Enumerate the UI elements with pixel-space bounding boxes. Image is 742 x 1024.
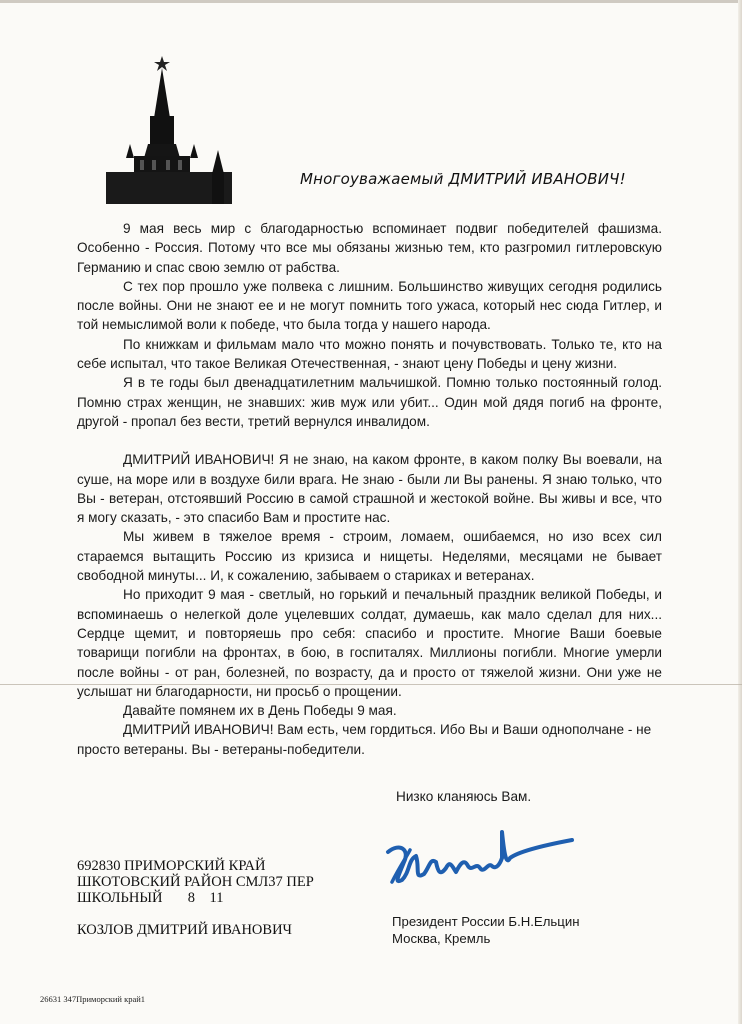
signatory-block	[392, 913, 580, 947]
paragraph: ДМИТРИЙ ИВАНОВИЧ! Я не знаю, на каком фронте, в каком полку Вы воевали, на суше, на море или в воздухе били врага. Не знаю - были ли Вы ранены. Я знаю только, что Вы - ветеран, отстоявший Россию в самой страшной и жестокой войне. Вы живы и все, что я могу сказать, - это спасибо Вам и простите нас.	[77, 452, 662, 526]
paragraph: Мы живем в тяжелое время - строим, ломаем, ошибаемся, но изо всех сил стараемся вытащить Россию из кризиса и нищеты. Неделями, месяцами не бывает свободной минуты... И, к сожалению, забываем о стариках и ветеранах.	[77, 529, 662, 584]
paragraph: Давайте помянем их в День Победы 9 мая.	[123, 703, 397, 719]
paper-top-edge	[0, 0, 742, 3]
paragraph: ДМИТРИЙ ИВАНОВИЧ! Вам есть, чем гордиться. Ибо Вы и Ваши однополчане - не просто ветераны. Вы - ветераны-победители.	[77, 722, 652, 757]
signatory-title: Президент России Б.Н.Ельцин	[392, 914, 580, 929]
address-line: ШКОЛЬНЫЙ 8 11	[77, 890, 224, 906]
mailing-address	[77, 858, 314, 906]
address-line: 692830 ПРИМОРСКИЙ КРАЙ	[77, 858, 266, 874]
address-line: ШКОТОВСКИЙ РАЙОН СМЛ37 ПЕР	[77, 874, 314, 890]
letter-body	[77, 219, 662, 759]
paragraph: По книжкам и фильмам мало что можно понять и почувствовать. Только те, кто на себе испытал, что такое Великая Отечественная, - знают цену Победы и цену жизни.	[77, 336, 662, 372]
paragraph: Но приходит 9 мая - светлый, но горький и печальный праздник великой Победы, и вспоминаешь о нелегкой доле уцелевших солдат, думаешь, как мало сделал для них... Сердце щемит, и повторяешь про себя: спасибо и простите. Многие Ваши боевые товарищи погибли на фронтах, в бою, в госпиталях. Миллионы погибли. Многие умерли после войны - от ран, болезней, по возрасту, да и просто от тяжелой жизни. Они уже не услышат ни благодарности, ни просьб о прощении.	[77, 587, 662, 699]
closing-line: Низко кланяюсь Вам.	[396, 789, 532, 804]
paragraph: С тех пор прошло уже полвека с лишним. Большинство живущих сегодня родились после войны. Они не знают ее и не могут помнить того ужаса, который нес сюда Гитлер, и той немыслимой воли к победе, что была тогда у нашего народа.	[77, 278, 662, 333]
paragraph: Я в те годы был двенадцатилетним мальчишкой. Помню только постоянный голод. Помню страх женщин, не знавших: жив муж или убит... Один мой дядя погиб на фронте, другой - пропал без вести, третий вернулся инвалидом.	[77, 375, 662, 429]
kremlin-tower-icon	[104, 48, 232, 206]
signature-icon	[380, 822, 580, 892]
footer-code: 26631 347Приморский край1	[40, 994, 146, 1004]
recipient-name: КОЗЛОВ ДМИТРИЙ ИВАНОВИЧ	[77, 922, 292, 938]
greeting-heading: Многоуважаемый ДМИТРИЙ ИВАНОВИЧ!	[300, 170, 626, 188]
paper-right-edge	[738, 0, 742, 1024]
paragraph: 9 мая весь мир с благодарностью вспоминает подвиг победителей фашизма. Особенно - Россия. Потому что все мы обязаны жизнью тем, кто разгромил гитлеровскую Германию и спас свою землю от рабства.	[77, 221, 662, 275]
signatory-place: Москва, Кремль	[392, 931, 491, 946]
